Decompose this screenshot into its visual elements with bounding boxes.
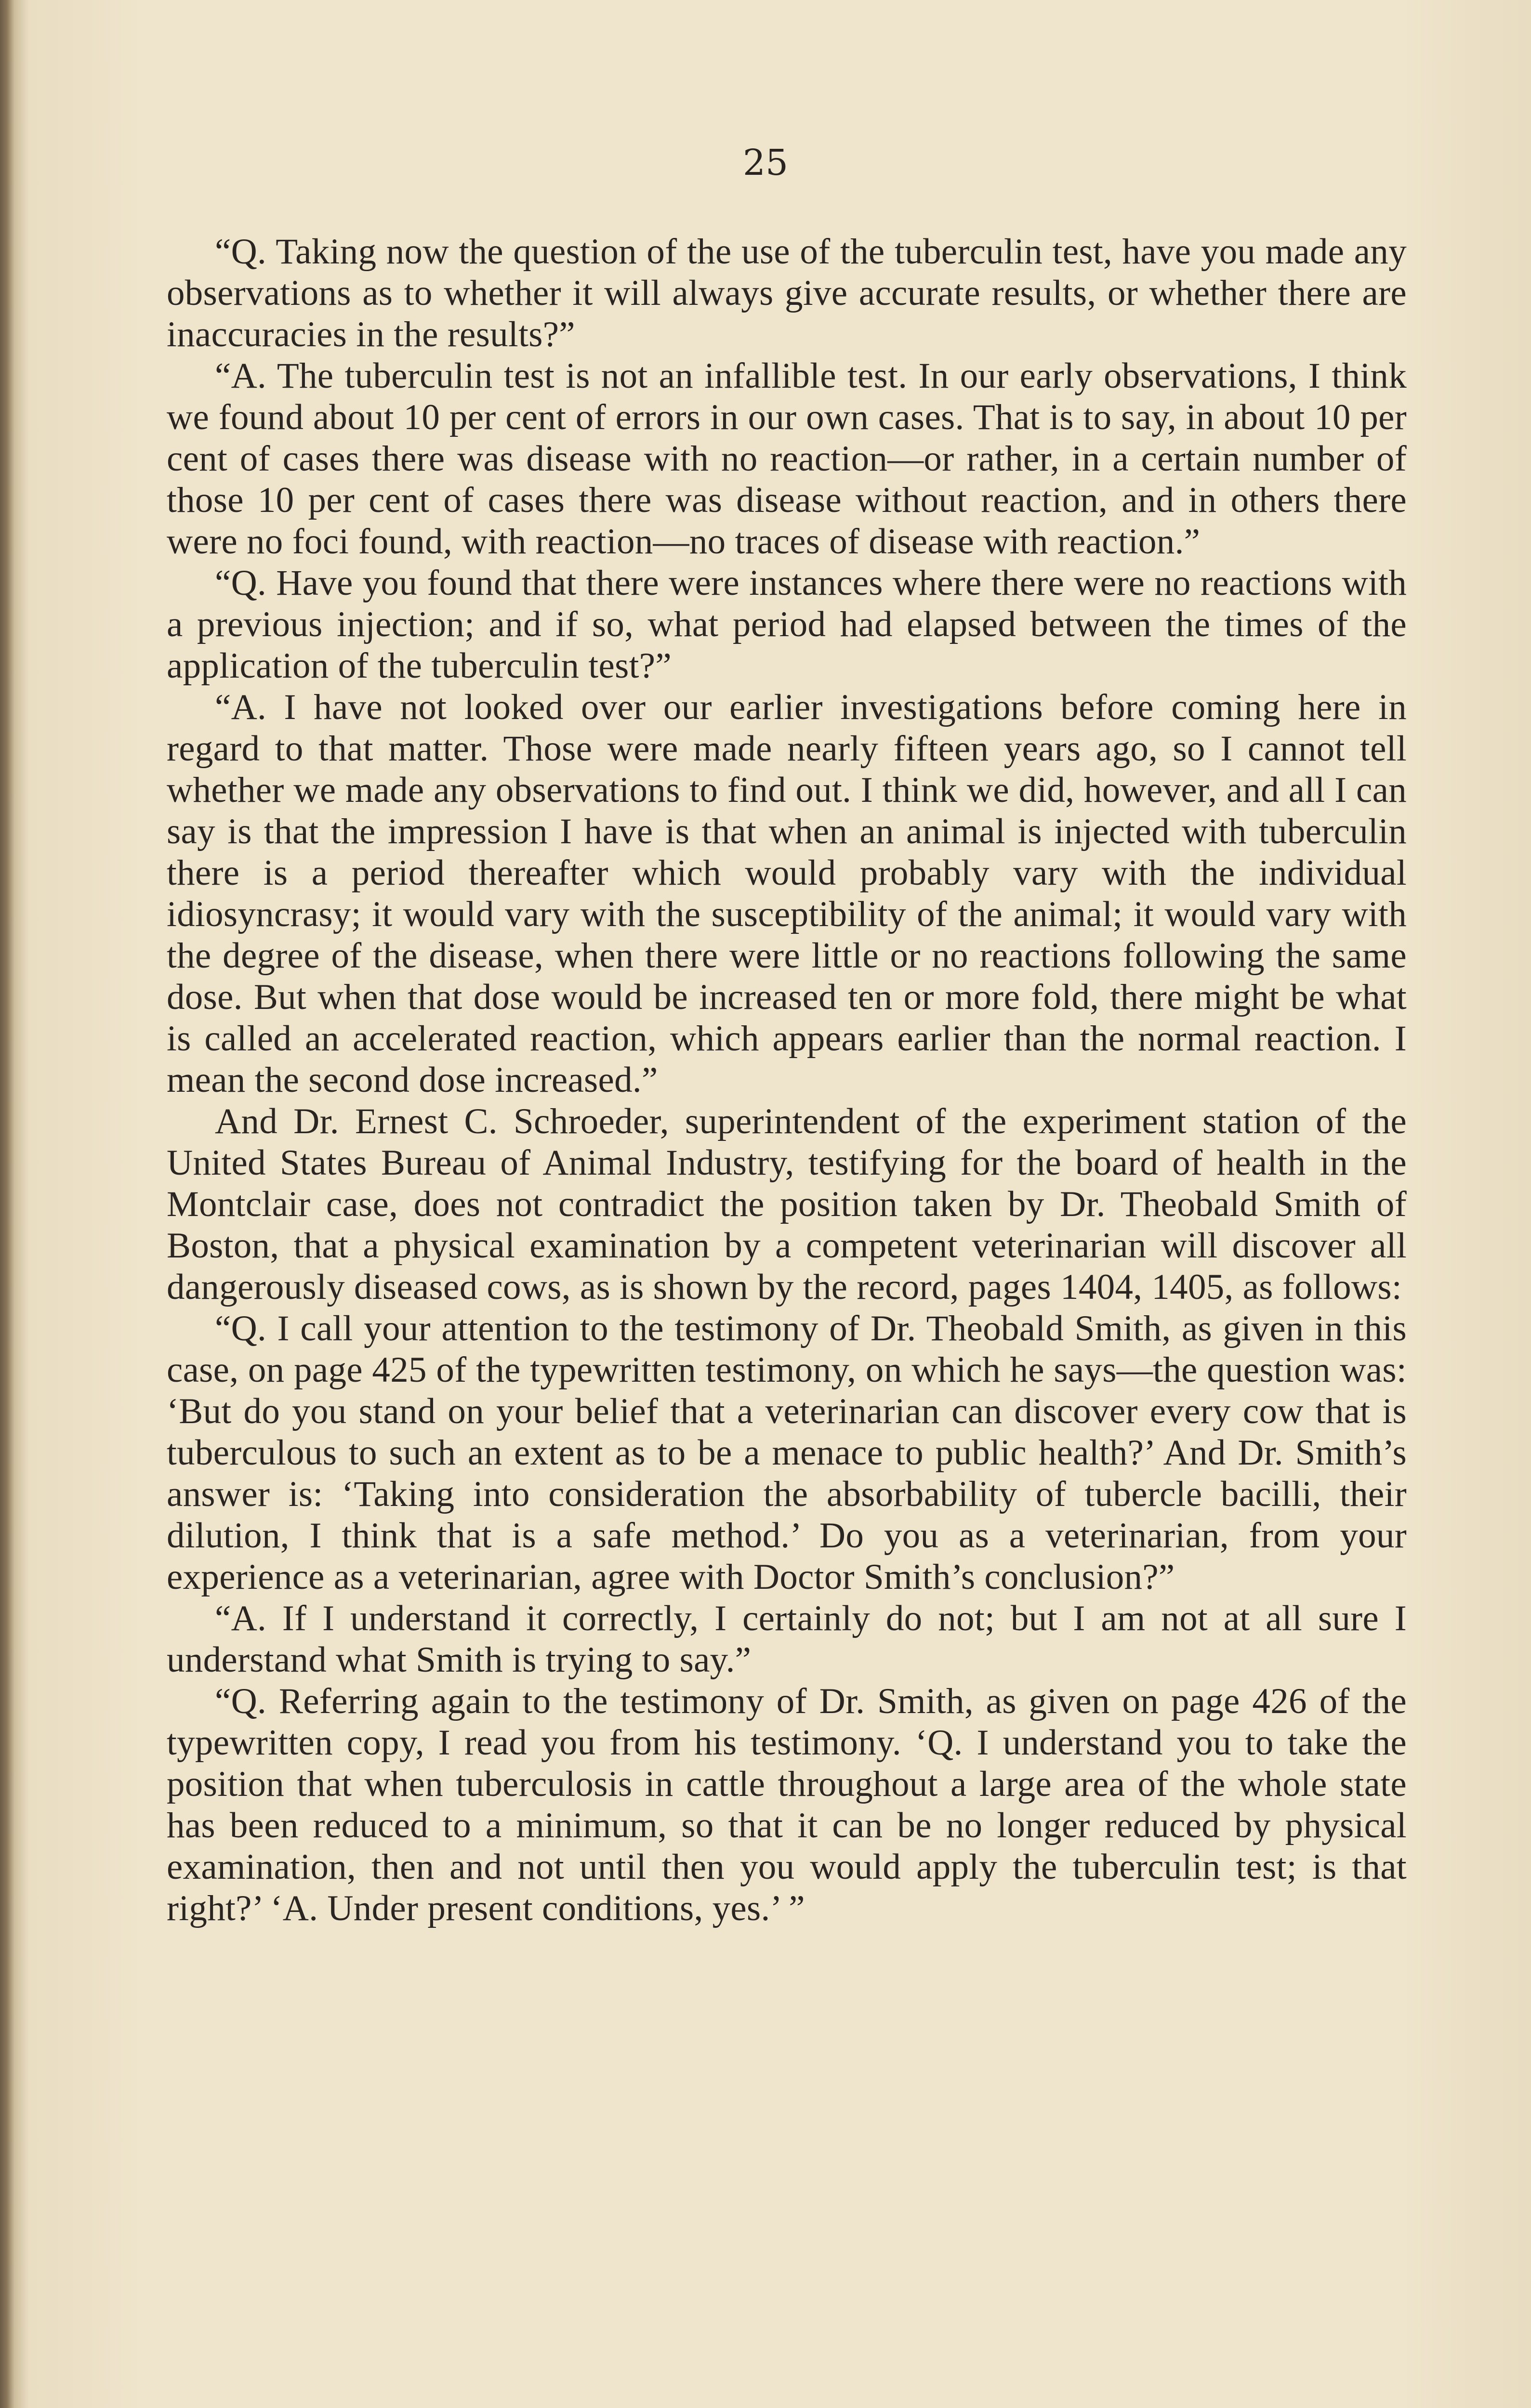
page-number: 25 [742, 142, 789, 183]
paragraph-q1: “Q. Taking now the question of the use of the tuberculin test, have you made any observations as to whether it will always give accurate results, or whether there are inaccuracies in the results?” [167, 232, 1407, 354]
paragraph-q3: “Q. I call your attention to the testimony of Dr. Theobald Smith, as given in this case, on page 425 of the typewritten testimony, on which he says—the question was: ‘But do you stand on your belief that a veterinarian can discover every cow that is tuberculous to such an extent as to be a menace to public health?’ And Dr. Smith’s answer is: ‘Taking into consideration the absorbability of tubercle bacilli, their dilution, I think that is a safe method.’ Do you as a veterinarian, from your experience as a veterinarian, agree with Doctor Smith’s conclusion?” [167, 1309, 1407, 1597]
paragraph-schroeder: And Dr. Ernest C. Schroeder, superintendent of the experiment station of the United States Bureau of Animal Industry, testifying for the board of health in the Montclair case, does not contradict the position taken by Dr. Theobald Smith of Boston, that a physical examination by a competent veterinarian will discover all dangerously diseased cows, as is shown by the record, pages 1404, 1405, as follows: [167, 1101, 1407, 1307]
paragraph-a2: “A. I have not looked over our earlier investigations before coming here in regard to that matter. Those were made nearly fifteen years ago, so I cannot tell whether we made any observations to find out. I think we did, however, and all I can say is that the impression I have is that when an animal is injected with tuberculin there is a period thereafter which would probably vary with the individual idiosyncrasy; it would vary with the susceptibility of the animal; it would vary with the degree of the disease, when there were little or no reactions following the same dose. But when that dose would be increased ten or more fold, there might be what is called an accelerated reaction, which appears earlier than the normal reaction. I mean the second dose increased.” [167, 687, 1407, 1100]
paragraph-a3: “A. If I understand it correctly, I certainly do not; but I am not at all sure I understand what Smith is trying to say.” [167, 1598, 1407, 1680]
paragraph-q4: “Q. Referring again to the testimony of Dr. Smith, as given on page 426 of the typewritten copy, I read you from his testimony. ‘Q. I understand you to take the position that when tuberculosis in cattle throughout a large area of the whole state has been reduced to a minimum, so that it can be no longer reduced by physical examination, then and not until then you would apply the tuberculin test; is that right?’ ‘A. Under present conditions, yes.’ ” [167, 1681, 1407, 1928]
body-text [167, 231, 1407, 1929]
paragraph-q2: “Q. Have you found that there were instances where there were no reactions with a previous injection; and if so, what period had elapsed between the times of the application of the tuberculin test?” [167, 563, 1407, 686]
paragraph-a1: “A. The tuberculin test is not an infallible test. In our early observations, I think we found about 10 per cent of errors in our own cases. That is to say, in about 10 per cent of cases there was disease with no reaction—or rather, in a certain number of those 10 per cent of cases there was disease without reaction, and in others there were no foci found, with reaction—no traces of disease with reaction.” [167, 356, 1407, 562]
